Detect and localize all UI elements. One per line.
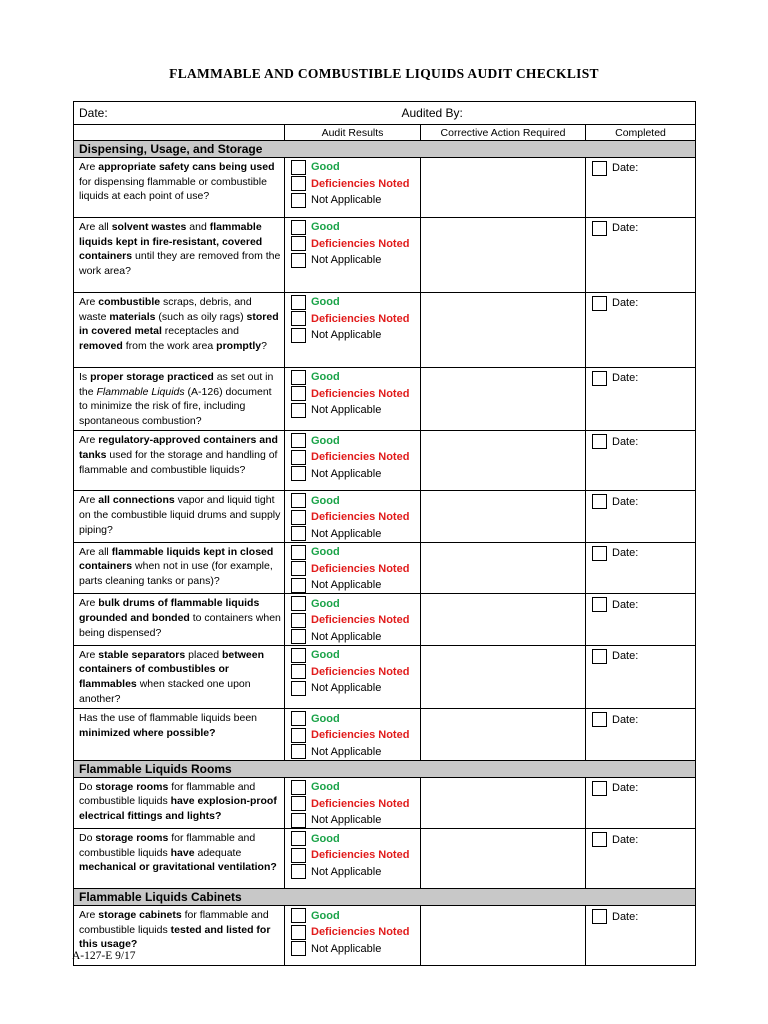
completed-date-label: Date: — [612, 435, 639, 448]
question-fragment: combustible — [98, 296, 161, 308]
corrective-action-field[interactable] — [421, 829, 586, 889]
result-option — [285, 779, 420, 796]
result-option — [285, 465, 420, 482]
result-option — [285, 940, 420, 957]
good-checkbox[interactable] — [291, 545, 306, 560]
checklist-row — [74, 829, 696, 889]
question-fragment: Are — [79, 648, 99, 661]
result-option — [285, 525, 420, 542]
result-option — [285, 595, 420, 612]
question-fragment: adequate — [194, 846, 242, 859]
date-label: Date: — [74, 102, 285, 125]
option-label: Not Applicable — [311, 814, 382, 826]
option-label: Deficiencies Noted — [311, 849, 410, 861]
option-label: Deficiencies Noted — [311, 451, 410, 464]
result-option — [285, 727, 420, 744]
option-label: Not Applicable — [311, 630, 382, 643]
question-fragment: ? — [261, 339, 267, 352]
result-option — [285, 663, 420, 680]
completed-option — [586, 648, 695, 665]
option-label: Not Applicable — [311, 527, 382, 540]
good-checkbox[interactable] — [291, 831, 306, 846]
question-fragment: appropriate safety cans being used — [98, 161, 275, 173]
question-fragment: Are — [79, 296, 99, 308]
question-fragment: all connections — [98, 494, 175, 507]
audit-results-cell — [285, 158, 421, 218]
result-option — [285, 509, 420, 526]
option-label: Not Applicable — [311, 467, 382, 480]
completed-cell — [586, 906, 696, 966]
good-checkbox[interactable] — [291, 433, 306, 448]
result-option — [285, 847, 420, 864]
completed-date-label: Date: — [612, 162, 639, 175]
deficiencies-checkbox[interactable] — [291, 561, 306, 576]
checklist-row — [74, 218, 696, 293]
completed-cell — [586, 645, 696, 708]
not-applicable-checkbox[interactable] — [291, 864, 306, 879]
audit-results-cell — [285, 906, 421, 966]
not-applicable-checkbox[interactable] — [291, 813, 306, 828]
deficiencies-checkbox[interactable] — [291, 925, 306, 940]
question-fragment: storage cabinets — [98, 909, 182, 922]
not-applicable-checkbox[interactable] — [291, 941, 306, 956]
question-fragment: stable separators — [98, 648, 186, 661]
question-text — [74, 368, 285, 431]
completed-checkbox[interactable] — [592, 712, 607, 727]
result-option — [285, 647, 420, 664]
result-option — [285, 795, 420, 812]
section-header: Flammable Liquids Cabinets — [74, 889, 696, 906]
deficiencies-checkbox[interactable] — [291, 613, 306, 628]
option-label: Good — [311, 161, 340, 174]
completed-checkbox[interactable] — [592, 546, 607, 561]
option-label: Not Applicable — [311, 404, 382, 417]
question-text — [74, 542, 285, 594]
not-applicable-checkbox[interactable] — [291, 744, 306, 759]
completed-date-label: Date: — [612, 297, 639, 310]
question-fragment: when stacked one upon another? — [79, 678, 251, 705]
completed-option — [586, 545, 695, 562]
deficiencies-checkbox[interactable] — [291, 510, 306, 525]
completed-option — [586, 295, 695, 312]
completed-cell — [586, 158, 696, 218]
document-title: FLAMMABLE AND COMBUSTIBLE LIQUIDS AUDIT CHECKLIST — [169, 66, 599, 81]
checklist-row — [74, 594, 696, 646]
checklist-row — [74, 431, 696, 491]
deficiencies-checkbox[interactable] — [291, 728, 306, 743]
completed-checkbox[interactable] — [592, 832, 607, 847]
result-option — [285, 628, 420, 645]
col-header-audit-results: Audit Results — [285, 125, 421, 141]
question-fragment: flammable liquids kept in closed containers — [79, 545, 274, 573]
result-option — [285, 492, 420, 509]
corrective-action-field[interactable] — [421, 491, 586, 543]
question-fragment: Are — [79, 597, 99, 610]
question-fragment: tested and listed for this usage? — [79, 923, 271, 951]
completed-cell — [586, 777, 696, 829]
completed-checkbox[interactable] — [592, 494, 607, 509]
corrective-action-field[interactable] — [421, 594, 586, 646]
question-text — [74, 594, 285, 646]
option-label: Deficiencies Noted — [311, 312, 410, 325]
not-applicable-checkbox[interactable] — [291, 629, 306, 644]
question-fragment: minimized where possible? — [79, 726, 216, 739]
not-applicable-checkbox[interactable] — [291, 403, 306, 418]
question-fragment: until they are removed from the work area? — [79, 250, 281, 277]
result-option — [285, 236, 420, 253]
question-fragment: Are — [79, 434, 99, 447]
result-option — [285, 432, 420, 449]
completed-option — [586, 493, 695, 510]
good-checkbox[interactable] — [291, 160, 306, 175]
checklist-row — [74, 645, 696, 708]
question-fragment: as set out in the — [79, 371, 274, 398]
checklist-row — [74, 542, 696, 594]
completed-cell — [586, 829, 696, 889]
question-fragment: Has the use of flammable liquids been — [79, 712, 258, 725]
option-label: Not Applicable — [311, 329, 382, 342]
good-checkbox[interactable] — [291, 370, 306, 385]
completed-option — [586, 220, 695, 237]
completed-option — [586, 908, 695, 925]
option-label: Good — [311, 909, 340, 922]
not-applicable-checkbox[interactable] — [291, 328, 306, 343]
good-checkbox[interactable] — [291, 596, 306, 611]
corrective-action-field[interactable] — [421, 431, 586, 491]
completed-option — [586, 160, 695, 177]
col-header-corrective-action: Corrective Action Required — [421, 125, 586, 141]
question-fragment: regulatory-approved containers and tanks — [79, 434, 278, 461]
question-fragment: Do — [79, 832, 96, 845]
option-label: Good — [311, 649, 340, 662]
section-header: Dispensing, Usage, and Storage — [74, 141, 696, 158]
option-label: Good — [311, 434, 340, 447]
option-label: Deficiencies Noted — [311, 177, 410, 190]
good-checkbox[interactable] — [291, 780, 306, 795]
completed-option — [586, 780, 695, 797]
completed-date-label: Date: — [612, 372, 639, 385]
question-fragment: between containers of combustibles or flammables — [79, 648, 265, 691]
deficiencies-checkbox[interactable] — [291, 236, 306, 251]
audit-results-cell — [285, 293, 421, 368]
option-label: Deficiencies Noted — [311, 237, 410, 250]
result-option — [285, 743, 420, 760]
result-option — [285, 219, 420, 236]
option-label: Good — [311, 494, 340, 507]
completed-date-label: Date: — [612, 833, 639, 846]
question-fragment: have — [170, 846, 195, 859]
option-label: Good — [311, 781, 340, 793]
option-label: Deficiencies Noted — [311, 797, 410, 810]
option-label: Good — [311, 546, 340, 559]
option-label: Deficiencies Noted — [311, 511, 410, 524]
corrective-action-field[interactable] — [421, 777, 586, 829]
result-option — [285, 176, 420, 193]
audit-results-cell — [285, 777, 421, 829]
option-label: Deficiencies Noted — [311, 926, 410, 938]
good-checkbox[interactable] — [291, 493, 306, 508]
option-label: Good — [311, 296, 340, 309]
deficiencies-checkbox[interactable] — [291, 386, 306, 401]
question-fragment: Are — [79, 161, 99, 173]
completed-checkbox[interactable] — [592, 296, 607, 311]
completed-cell — [586, 709, 696, 761]
section-header: Flammable Liquids Rooms — [74, 760, 696, 777]
completed-cell — [586, 491, 696, 543]
completed-option — [586, 433, 695, 450]
result-option — [285, 386, 420, 403]
question-fragment: for flammable and combustible liquids — [79, 832, 256, 859]
corrective-action-field[interactable] — [421, 218, 586, 293]
question-fragment: used for the storage and handling of flammable and combustible liquids? — [79, 448, 278, 476]
question-fragment: to containers when being dispensed? — [79, 611, 281, 639]
checklist-row — [74, 906, 696, 966]
deficiencies-checkbox[interactable] — [291, 311, 306, 326]
result-option — [285, 449, 420, 466]
option-label: Deficiencies Noted — [311, 729, 410, 741]
question-fragment: scraps, debris, and waste — [79, 296, 252, 323]
question-fragment: for flammable and combustible liquids — [79, 909, 269, 936]
question-fragment: when not in use (for example, parts cleaning tanks or pans)? — [79, 560, 273, 588]
deficiencies-checkbox[interactable] — [291, 450, 306, 465]
option-label: Good — [311, 712, 340, 725]
completed-checkbox[interactable] — [592, 597, 607, 612]
option-label: Not Applicable — [311, 579, 382, 592]
corrective-action-field[interactable] — [421, 368, 586, 431]
completed-date-label: Date: — [612, 598, 639, 611]
completed-cell — [586, 293, 696, 368]
result-option — [285, 294, 420, 311]
question-text — [74, 218, 285, 293]
audit-results-cell — [285, 594, 421, 646]
question-fragment: have explosion-proof electrical fittings and lights? — [79, 795, 277, 822]
not-applicable-checkbox[interactable] — [291, 466, 306, 481]
good-checkbox[interactable] — [291, 908, 306, 923]
completed-option — [586, 711, 695, 728]
question-fragment: Are all — [79, 221, 112, 233]
result-option — [285, 402, 420, 419]
completed-cell — [586, 368, 696, 431]
option-label: Good — [311, 832, 340, 845]
result-option — [285, 311, 420, 328]
option-label: Not Applicable — [311, 745, 382, 758]
option-label: Good — [311, 597, 340, 610]
option-label: Not Applicable — [311, 942, 382, 955]
completed-cell — [586, 218, 696, 293]
good-checkbox[interactable] — [291, 648, 306, 663]
question-fragment: solvent wastes — [111, 221, 187, 233]
good-checkbox[interactable] — [291, 295, 306, 310]
corrective-action-field[interactable] — [421, 158, 586, 218]
question-text — [74, 491, 285, 543]
option-label: Deficiencies Noted — [311, 387, 410, 400]
question-fragment: and — [186, 221, 210, 233]
deficiencies-checkbox[interactable] — [291, 796, 306, 811]
question-fragment: for flammable and combustible liquids — [79, 780, 256, 808]
completed-date-label: Date: — [612, 547, 639, 560]
result-option — [285, 612, 420, 629]
option-label: Deficiencies Noted — [311, 614, 410, 627]
completed-date-label: Date: — [612, 910, 639, 923]
audit-results-cell — [285, 645, 421, 708]
good-checkbox[interactable] — [291, 711, 306, 726]
result-option — [285, 192, 420, 209]
audit-checklist-table — [73, 101, 696, 966]
corrective-action-field[interactable] — [421, 906, 586, 966]
result-option — [285, 577, 420, 594]
question-fragment: Are — [79, 494, 99, 507]
option-label: Good — [311, 221, 340, 234]
checklist-row — [74, 709, 696, 761]
result-option — [285, 924, 420, 941]
completed-date-label: Date: — [612, 222, 639, 235]
completed-date-label: Date: — [612, 650, 639, 663]
completed-checkbox[interactable] — [592, 221, 607, 236]
checklist-row — [74, 777, 696, 829]
option-label: Not Applicable — [311, 254, 382, 267]
checklist-row — [74, 158, 696, 218]
result-option — [285, 369, 420, 386]
question-fragment: proper storage practiced — [90, 371, 214, 383]
question-fragment: vapor and liquid tight on the combustible liquid drums and supply piping? — [79, 494, 281, 536]
good-checkbox[interactable] — [291, 220, 306, 235]
checklist-row — [74, 293, 696, 368]
audit-results-cell — [285, 829, 421, 889]
result-option — [285, 830, 420, 847]
col-header-completed: Completed — [586, 125, 696, 141]
question-fragment: Flammable Liquids — [96, 385, 185, 398]
audit-results-cell — [285, 491, 421, 543]
question-fragment: (such as oily rags) — [155, 310, 247, 323]
form-code: A-127-E 9/17 — [72, 950, 136, 962]
audit-results-cell — [285, 709, 421, 761]
completed-checkbox[interactable] — [592, 909, 607, 924]
question-fragment: Do — [79, 780, 96, 793]
completed-date-label: Date: — [612, 495, 639, 508]
completed-date-label: Date: — [612, 782, 639, 794]
not-applicable-checkbox[interactable] — [291, 578, 306, 593]
option-label: Not Applicable — [311, 194, 382, 207]
question-fragment: Are — [79, 909, 99, 922]
completed-checkbox[interactable] — [592, 649, 607, 664]
corrective-action-field[interactable] — [421, 293, 586, 368]
option-label: Deficiencies Noted — [311, 665, 410, 678]
audit-results-cell — [285, 218, 421, 293]
result-option — [285, 159, 420, 176]
question-fragment: placed — [185, 648, 223, 661]
result-option — [285, 680, 420, 697]
audit-results-cell — [285, 431, 421, 491]
question-fragment: (A-126) document to minimize the risk of fire, including spontaneous combustion? — [79, 385, 272, 427]
deficiencies-checkbox[interactable] — [291, 848, 306, 863]
question-fragment: for dispensing flammable or combustible liquids at each point of use? — [79, 175, 267, 203]
completed-cell — [586, 594, 696, 646]
not-applicable-checkbox[interactable] — [291, 253, 306, 268]
question-text — [74, 293, 285, 368]
completed-checkbox[interactable] — [592, 434, 607, 449]
question-fragment: materials — [109, 310, 156, 323]
question-fragment: mechanical or gravitational ventilation? — [79, 861, 277, 874]
question-fragment: storage rooms — [95, 780, 169, 793]
question-text — [74, 431, 285, 491]
result-option — [285, 907, 420, 924]
corrective-action-field[interactable] — [421, 709, 586, 761]
completed-checkbox[interactable] — [592, 161, 607, 176]
question-fragment: removed — [79, 339, 123, 352]
question-fragment: from the work area — [122, 339, 217, 352]
completed-option — [586, 831, 695, 848]
completed-checkbox[interactable] — [592, 781, 607, 796]
completed-cell — [586, 431, 696, 491]
question-fragment: stored in covered metal — [79, 310, 279, 338]
question-fragment: bulk drums of flammable liquids grounded and bonded — [79, 597, 260, 624]
completed-option — [586, 370, 695, 387]
completed-date-label: Date: — [612, 713, 639, 726]
deficiencies-checkbox[interactable] — [291, 664, 306, 679]
option-label: Deficiencies Noted — [311, 562, 410, 575]
question-fragment: flammable liquids kept in fire-resistant, covered containers — [79, 221, 263, 263]
not-applicable-checkbox[interactable] — [291, 526, 306, 541]
deficiencies-checkbox[interactable] — [291, 176, 306, 191]
option-label: Good — [311, 371, 340, 384]
question-text — [74, 829, 285, 889]
result-option — [285, 544, 420, 561]
option-label: Not Applicable — [311, 682, 382, 695]
question-text — [74, 709, 285, 761]
result-option — [285, 252, 420, 269]
not-applicable-checkbox[interactable] — [291, 681, 306, 696]
checklist-row — [74, 368, 696, 431]
question-fragment: promptly — [216, 339, 262, 352]
result-option — [285, 812, 420, 829]
corrective-action-field[interactable] — [421, 645, 586, 708]
result-option — [285, 560, 420, 577]
audit-results-cell — [285, 542, 421, 594]
question-fragment: storage rooms — [95, 832, 169, 845]
question-text — [74, 777, 285, 829]
completed-checkbox[interactable] — [592, 371, 607, 386]
question-fragment: receptacles and — [161, 325, 239, 338]
result-option — [285, 710, 420, 727]
question-text — [74, 158, 285, 218]
audited-by-label: Audited By: — [285, 102, 696, 125]
option-label: Not Applicable — [311, 865, 382, 878]
result-option — [285, 863, 420, 880]
not-applicable-checkbox[interactable] — [291, 193, 306, 208]
result-option — [285, 327, 420, 344]
completed-cell — [586, 542, 696, 594]
question-fragment: Is — [79, 371, 91, 383]
audit-results-cell — [285, 368, 421, 431]
checklist-row — [74, 491, 696, 543]
question-text — [74, 645, 285, 708]
completed-option — [586, 596, 695, 613]
corrective-action-field[interactable] — [421, 542, 586, 594]
question-fragment: Are all — [79, 545, 112, 558]
